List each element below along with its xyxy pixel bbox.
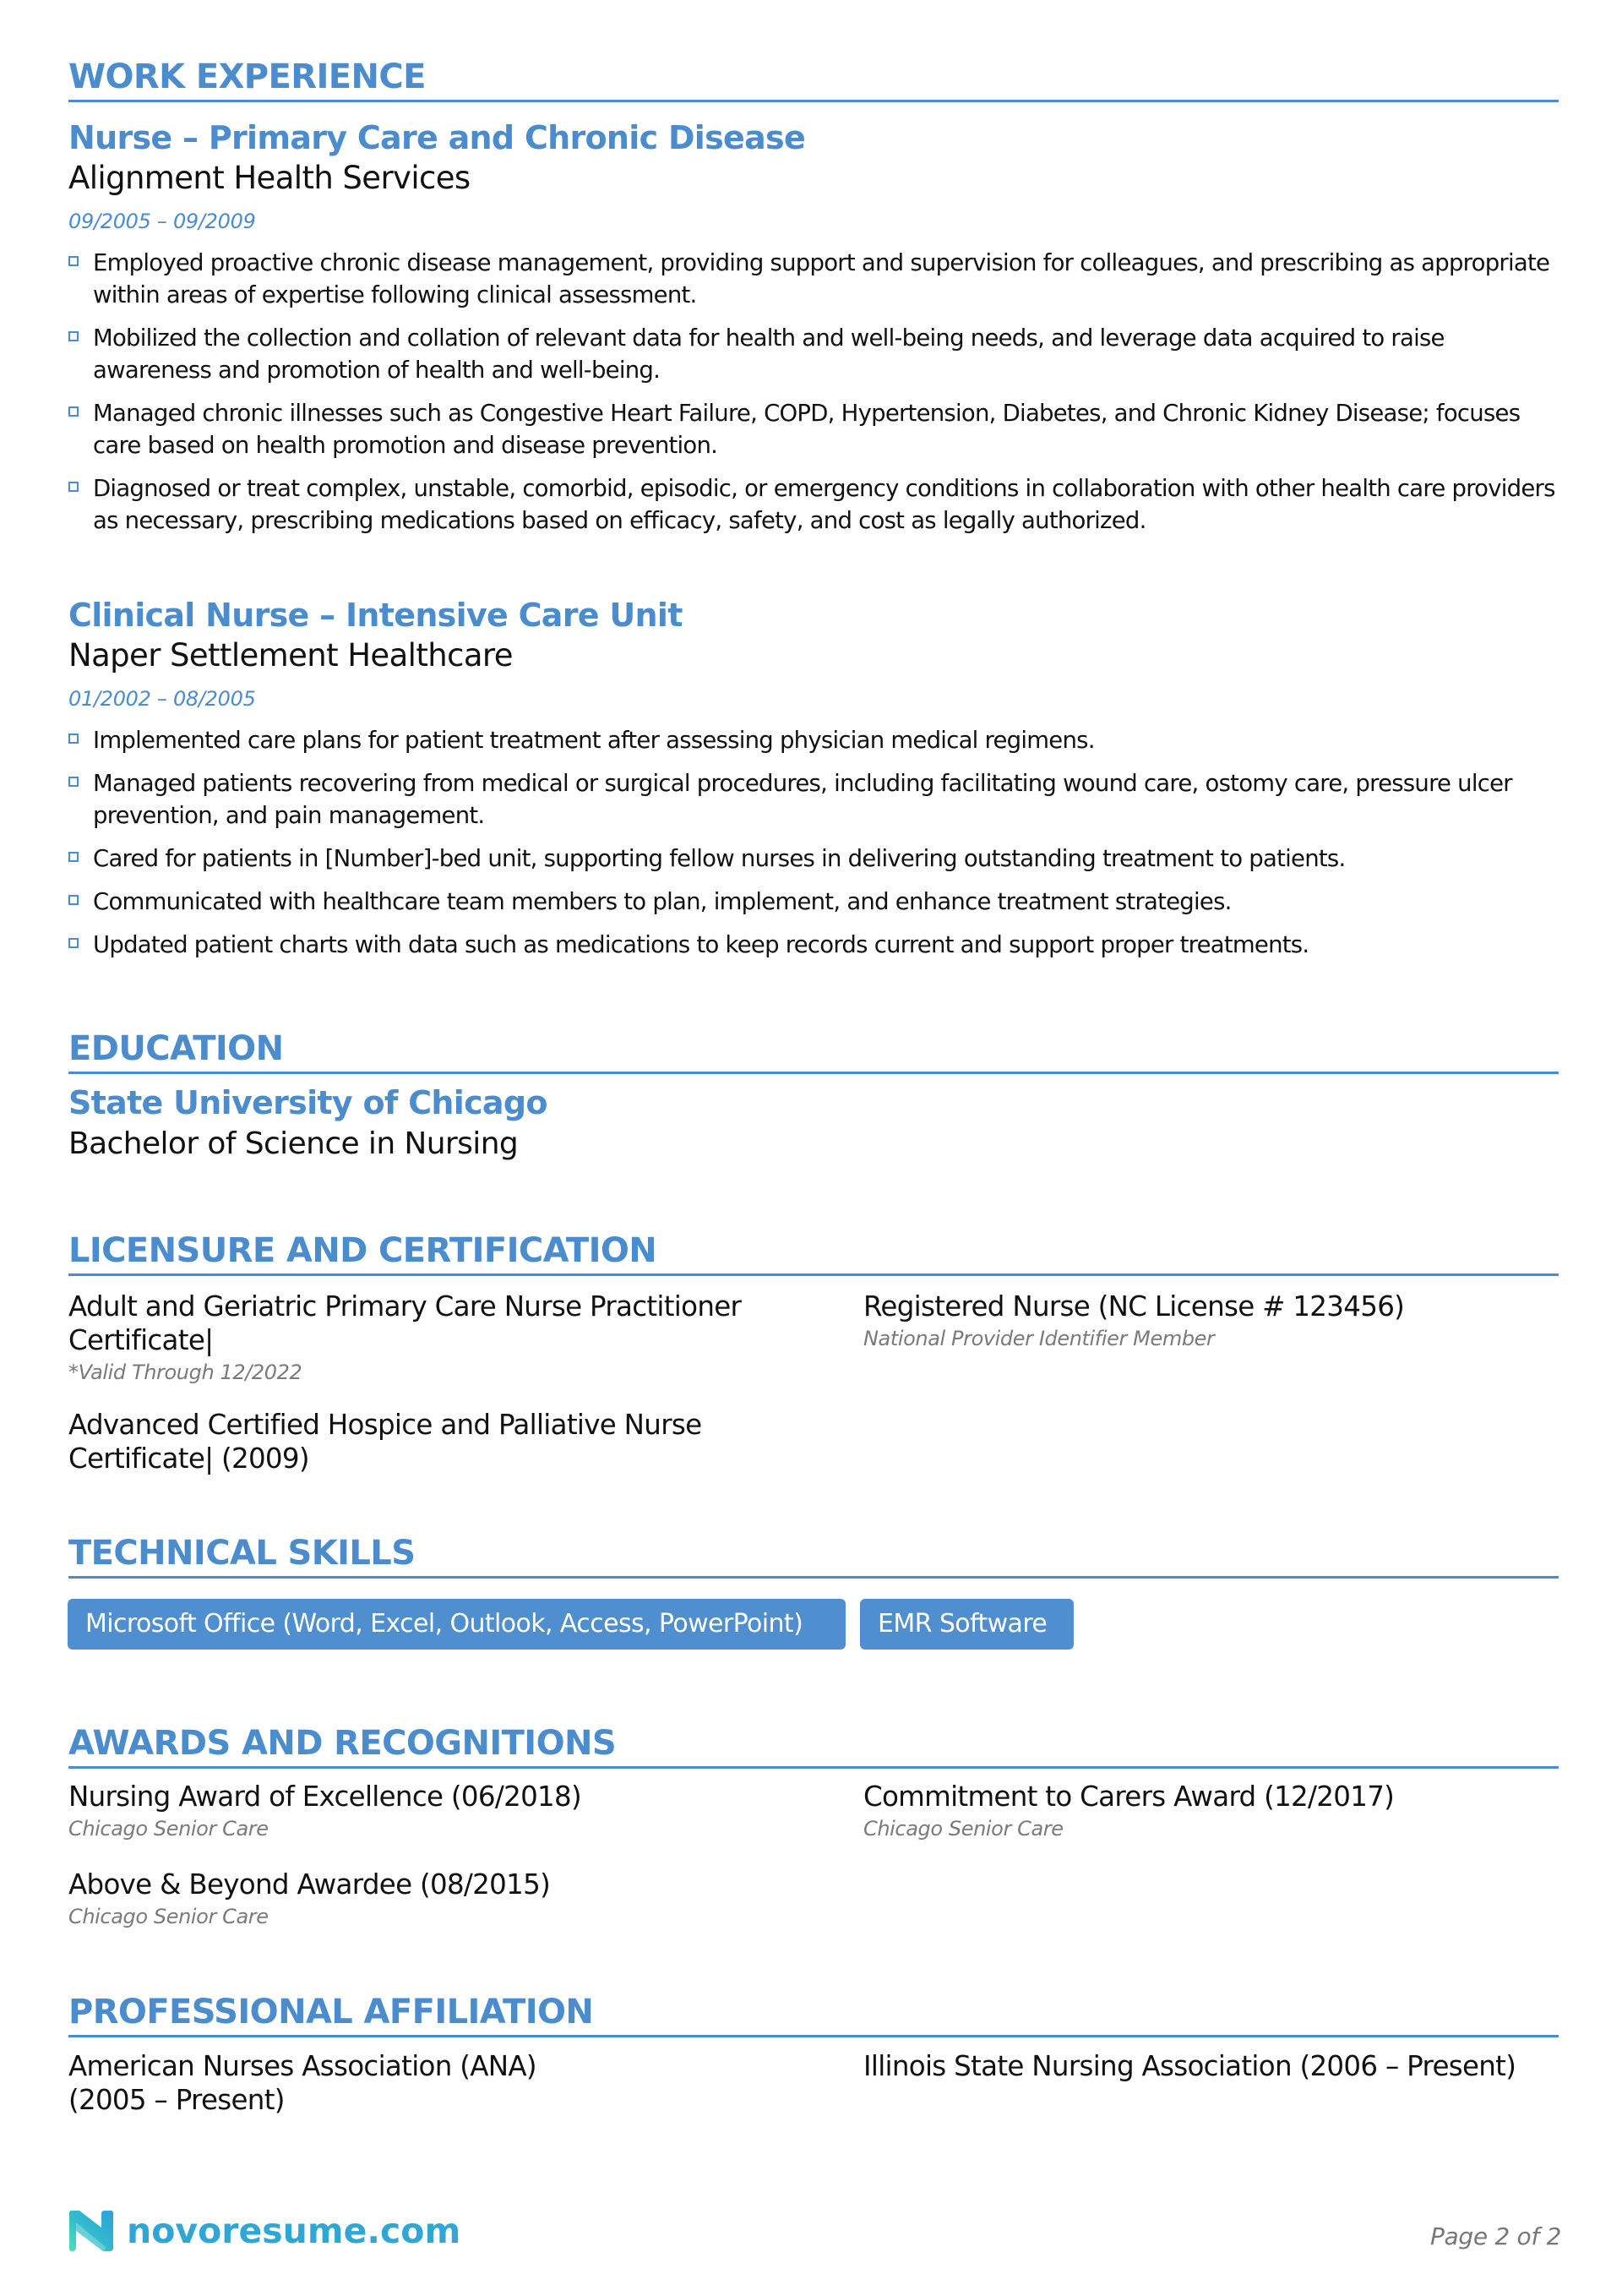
square-bullet-icon <box>68 938 79 948</box>
section-title: LICENSURE AND CERTIFICATION <box>68 1231 657 1270</box>
section-divider <box>68 1072 1559 1074</box>
square-bullet-icon <box>68 734 79 744</box>
page-indicator: Page 2 of 2 <box>1429 2222 1561 2250</box>
bullet-item <box>68 929 1559 961</box>
bullet-text: Mobilized the collection and collation of relevant data for health and well-being needs, and leverage data acquired to raise awareness and promotion of health and well-being. <box>93 324 1445 384</box>
section-title: PROFESSIONAL AFFILIATION <box>68 1993 594 2031</box>
company-name: Naper Settlement Healthcare <box>68 637 513 674</box>
affiliation-title: American Nurses Association (ANA) (2005 – Present) <box>68 2050 536 2116</box>
award-issuer: Chicago Senior Care <box>68 1905 269 1928</box>
affiliation-item <box>68 2049 609 2117</box>
company-name: Alignment Health Services <box>68 160 471 196</box>
job-dates: 01/2002 – 08/2005 <box>68 687 256 711</box>
skills-tags <box>0 1599 1622 1650</box>
job-dates: 09/2005 – 09/2009 <box>68 210 256 233</box>
section-divider <box>68 1766 1559 1769</box>
job-bullets <box>68 247 1559 537</box>
section-divider <box>68 1273 1559 1276</box>
section-divider <box>68 2035 1559 2037</box>
section-education <box>68 1029 1559 1165</box>
bullet-item <box>68 472 1559 537</box>
section-affiliation <box>68 1993 1559 2037</box>
square-bullet-icon <box>68 777 79 787</box>
square-bullet-icon <box>68 331 79 341</box>
school-name: State University of Chicago <box>68 1084 547 1121</box>
square-bullet-icon <box>68 482 79 492</box>
affiliation-title: Illinois State Nursing Association (2006 – Present) <box>863 2050 1516 2082</box>
section-awards <box>68 1724 1559 1769</box>
section-title: EDUCATION <box>68 1029 284 1068</box>
section-title: TECHNICAL SKILLS <box>68 1534 416 1573</box>
logo-text: novoresume.com <box>127 2211 461 2251</box>
bullet-text: Updated patient charts with data such as medications to keep records current and support proper treatments. <box>93 931 1309 958</box>
award-title: Commitment to Carers Award (12/2017) <box>863 1781 1395 1813</box>
award-issuer: Chicago Senior Care <box>68 1817 269 1841</box>
bullet-item <box>68 886 1559 918</box>
award-title: Above & Beyond Awardee (08/2015) <box>68 1868 551 1901</box>
square-bullet-icon <box>68 852 79 862</box>
section-work-experience <box>68 57 1559 102</box>
certification-note: National Provider Identifier Member <box>863 1327 1215 1350</box>
skill-tag: EMR Software <box>860 1599 1074 1650</box>
job-bullets <box>68 724 1559 961</box>
job-title: Clinical Nurse – Intensive Care Unit <box>68 597 683 634</box>
section-divider <box>68 1576 1559 1579</box>
bullet-text: Communicated with healthcare team members to plan, implement, and enhance treatment strategies. <box>93 888 1232 915</box>
bullet-text: Managed chronic illnesses such as Congestive Heart Failure, COPD, Hypertension, Diabetes, and Chronic Kidney Disease; focuses care based on health promotion and disease prevention. <box>93 400 1521 459</box>
award-item <box>68 1780 795 1844</box>
bullet-item <box>68 322 1559 386</box>
bullet-text: Managed patients recovering from medical or surgical procedures, including facilitating wound care, ostomy care, pressure ulcer prevention, and pain management. <box>93 770 1512 829</box>
bullet-text: Cared for patients in [Number]-bed unit, supporting fellow nurses in delivering outstanding treatment to patients. <box>93 845 1346 872</box>
certification-note: *Valid Through 12/2022 <box>68 1361 302 1384</box>
bullet-text: Employed proactive chronic disease management, providing support and supervision for colleagues, and prescribing as appropriate within areas of expertise following clinical assessment. <box>93 249 1550 308</box>
award-issuer: Chicago Senior Care <box>863 1817 1064 1841</box>
bullet-text: Implemented care plans for patient treatment after assessing physician medical regimens. <box>93 727 1095 754</box>
award-item <box>68 1868 795 1932</box>
square-bullet-icon <box>68 256 79 266</box>
job-entry <box>68 596 1559 972</box>
section-divider <box>68 100 1559 102</box>
certification-title: Advanced Certified Hospice and Palliative Nurse Certificate| (2009) <box>68 1409 702 1475</box>
job-entry <box>68 118 1559 548</box>
certification-item <box>68 1408 744 1475</box>
bullet-text: Diagnosed or treat complex, unstable, comorbid, episodic, or emergency conditions in collaboration with other health care providers as necessary, prescribing medications based on efficacy, safety, and cost as legally authorized. <box>93 475 1555 534</box>
section-licensure <box>68 1231 1559 1276</box>
bullet-item <box>68 767 1559 832</box>
degree-name: Bachelor of Science in Nursing <box>68 1126 519 1161</box>
novoresume-n-logo-icon <box>68 2209 115 2253</box>
affiliation-item <box>863 2049 1573 2083</box>
bullet-item <box>68 247 1559 311</box>
award-item <box>863 1780 1556 1844</box>
section-title: AWARDS AND RECOGNITIONS <box>68 1724 617 1763</box>
certification-title: Registered Nurse (NC License # 123456) <box>863 1290 1405 1323</box>
job-title: Nurse – Primary Care and Chronic Disease <box>68 119 806 156</box>
award-title: Nursing Award of Excellence (06/2018) <box>68 1781 581 1813</box>
novoresume-logo[interactable] <box>68 2206 460 2256</box>
section-technical-skills <box>68 1534 1559 1579</box>
certification-title: Adult and Geriatric Primary Care Nurse Practitioner Certificate| <box>68 1290 742 1356</box>
bullet-item <box>68 397 1559 461</box>
square-bullet-icon <box>68 406 79 417</box>
certification-item <box>863 1290 1556 1354</box>
bullet-item <box>68 724 1559 756</box>
section-title: WORK EXPERIENCE <box>68 57 426 96</box>
bullet-item <box>68 843 1559 875</box>
square-bullet-icon <box>68 895 79 905</box>
skill-tag: Microsoft Office (Word, Excel, Outlook, Access, PowerPoint) <box>68 1599 846 1650</box>
certification-item <box>68 1290 795 1388</box>
